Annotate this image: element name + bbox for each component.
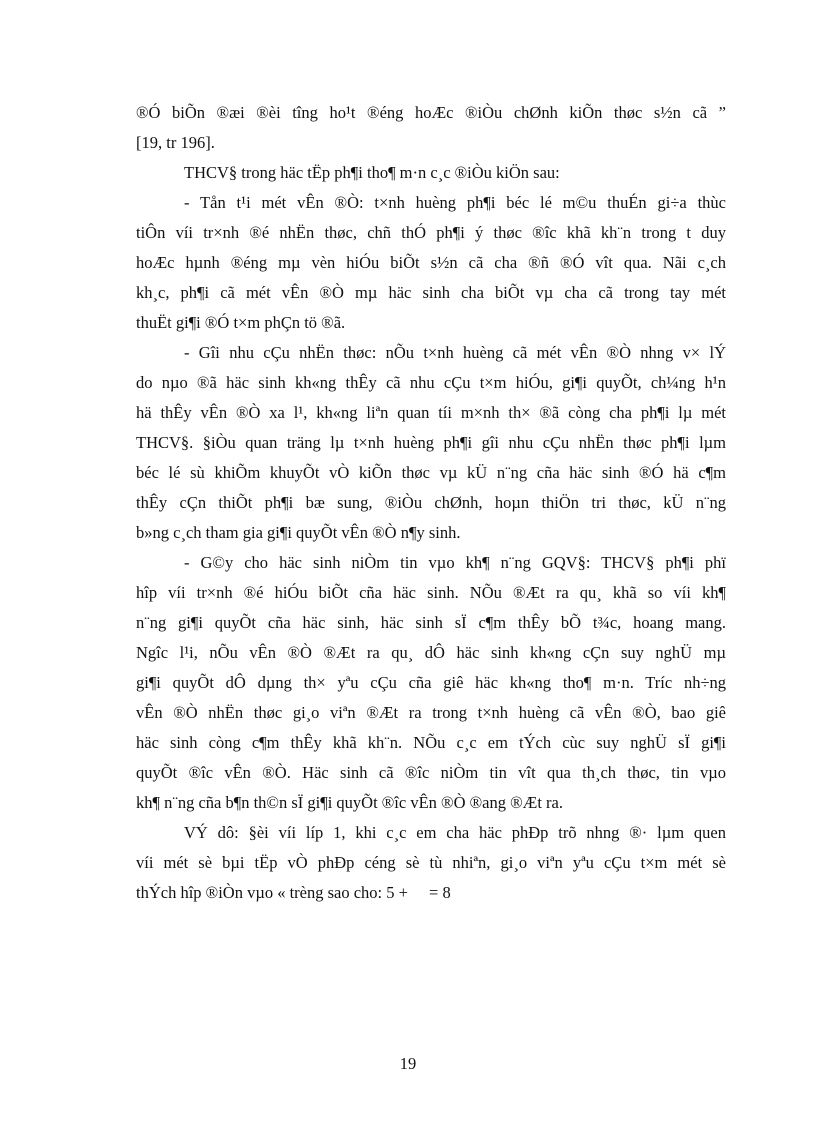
text-line: thuËt gi¶i ®Ó t×m phÇn tö ®ã. (136, 313, 346, 332)
text-line: Ngîc l¹i, nÕu vÊn ®Ò ®Æt ra qu¸ dÔ häc sinh kh«ng cÇn suy nghÜ mµ (136, 643, 726, 662)
text-line: - Gîi nhu cÇu nhËn thøc: nÕu t×nh huèng cã mét vÊn ®Ò nhng v× lÝ (184, 343, 726, 362)
text-line: béc lé sù khiÕm khuyÕt vÒ kiÕn thøc vµ kÜ n¨ng cña häc sinh ®Ó hä c¶m (136, 463, 726, 482)
text-line: - Tån t¹i mét vÊn ®Ò: t×nh huèng ph¶i béc lé m©u thuÉn gi÷a thùc (184, 193, 726, 212)
text-line: THCV§ trong häc tËp ph¶i tho¶ m·n c¸c ®iÒu kiÖn sau: (184, 163, 560, 182)
text-line: ®Ó biÕn ®æi ®èi tîng ho¹t ®éng hoÆc ®iÒu chØnh kiÕn thøc s½n cã ” (136, 103, 726, 122)
body-text (136, 98, 726, 908)
text-line: vÊn ®Ò nhËn thøc gi¸o viªn ®Æt ra trong t×nh huèng cã vÊn ®Ò, bao giê (136, 703, 726, 722)
text-line: THCV§. §iÒu quan träng lµ t×nh huèng ph¶i gîi nhu cÇu nhËn thøc ph¶i lµm (136, 433, 726, 452)
text-line: häc sinh còng c¶m thÊy khã kh¨n. NÕu c¸c em tÝch cùc suy nghÜ sÏ gi¶i (136, 733, 726, 752)
text-line: kh¶ n¨ng cña b¶n th©n sÏ gi¶i quyÕt ®îc vÊn ®Ò ®ang ®Æt ra. (136, 793, 563, 812)
text-line: thÝch hîp ®iÒn vµo « trèng sao cho: 5 + = 8 (136, 883, 434, 902)
text-line: thÊy cÇn thiÕt ph¶i bæ sung, ®iÒu chØnh, hoµn thiÖn tri thøc, kÜ n¨ng (136, 493, 726, 512)
text-line: n¨ng gi¶i quyÕt cña häc sinh, häc sinh sÏ c¶m thÊy bÕ t¾c, hoang mang. (136, 613, 726, 632)
text-line: víi mét sè bµi tËp vÒ phÐp céng sè tù nhiªn, gi¸o viªn yªu cÇu t×m mét sè (136, 853, 726, 872)
text-line: hîp víi tr×nh ®é hiÓu biÕt cña häc sinh. NÕu ®Æt ra qu¸ khã so víi kh¶ (136, 583, 726, 602)
text-line: b»ng c¸ch tham gia gi¶i quyÕt vÊn ®Ò n¶y sinh. (136, 523, 461, 542)
page-number: 19 (399, 1054, 417, 1073)
text-line: - G©y cho häc sinh niÒm tin vµo kh¶ n¨ng GQV§: THCV§ ph¶i phï (184, 553, 726, 572)
text-line: hoÆc hµnh ®éng mµ vèn hiÓu biÕt s½n cã cha ®ñ ®Ó vît qua. Nãi c¸ch (136, 253, 726, 272)
text-line: tiÔn víi tr×nh ®é nhËn thøc, chñ thÓ ph¶i ý thøc ®îc khã kh¨n trong t duy (136, 223, 726, 242)
text-line: do nµo ®ã häc sinh kh«ng thÊy cã nhu cÇu t×m hiÓu, gi¶i quyÕt, ch¼ng h¹n (136, 373, 726, 392)
text-line: gi¶i quyÕt dÔ dµng th× yªu cÇu cña giê häc kh«ng tho¶ m·n. Tríc nh÷ng (136, 673, 726, 692)
text-line: kh¸c, ph¶i cã mét vÊn ®Ò mµ häc sinh cha biÕt vµ cha cã trong tay mét (136, 283, 726, 302)
text-line: hä thÊy vÊn ®Ò xa l¹, kh«ng liªn quan tíi m×nh th× ®ã còng cha ph¶i lµ mét (136, 403, 726, 422)
text-line: quyÕt ®îc vÊn ®Ò. Häc sinh cã ®îc niÒm tin vît qua th¸ch thøc, tin vµo (136, 763, 726, 782)
text-line: [19, tr 196]. (136, 133, 215, 152)
text-line: VÝ dô: §èi víi líp 1, khi c¸c em cha häc phÐp trõ nhng ®· lµm quen (184, 823, 726, 842)
